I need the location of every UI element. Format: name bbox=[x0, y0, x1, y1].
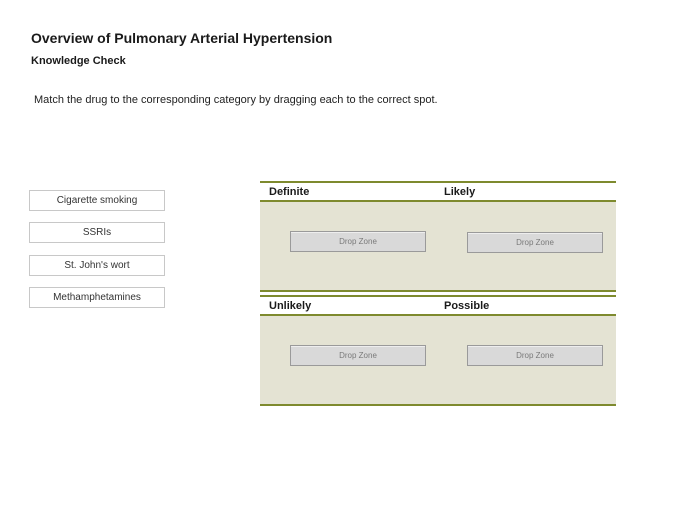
page-subtitle: Knowledge Check bbox=[31, 55, 126, 67]
drag-item-ssris[interactable]: SSRIs bbox=[29, 222, 165, 243]
drag-item-cigarette-smoking[interactable]: Cigarette smoking bbox=[29, 190, 165, 211]
drop-zone-likely[interactable]: Drop Zone bbox=[467, 232, 603, 253]
category-header-bottom bbox=[260, 295, 616, 316]
drag-item-methamphetamines[interactable]: Methamphetamines bbox=[29, 287, 165, 308]
category-area-top bbox=[260, 202, 616, 292]
drop-zone-possible[interactable]: Drop Zone bbox=[467, 345, 603, 366]
category-area-bottom bbox=[260, 316, 616, 406]
drop-zone-definite[interactable]: Drop Zone bbox=[290, 231, 426, 252]
category-header-top bbox=[260, 181, 616, 202]
category-label-definite: Definite bbox=[269, 186, 310, 198]
drop-zone-unlikely[interactable]: Drop Zone bbox=[290, 345, 426, 366]
instructions-text: Match the drug to the corresponding category by dragging each to the correct spot. bbox=[34, 94, 438, 106]
category-label-possible: Possible bbox=[444, 300, 490, 312]
drag-item-st-johns-wort[interactable]: St. John's wort bbox=[29, 255, 165, 276]
category-label-unlikely: Unlikely bbox=[269, 300, 312, 312]
category-label-likely: Likely bbox=[444, 186, 476, 198]
page-title: Overview of Pulmonary Arterial Hypertension bbox=[31, 30, 333, 46]
